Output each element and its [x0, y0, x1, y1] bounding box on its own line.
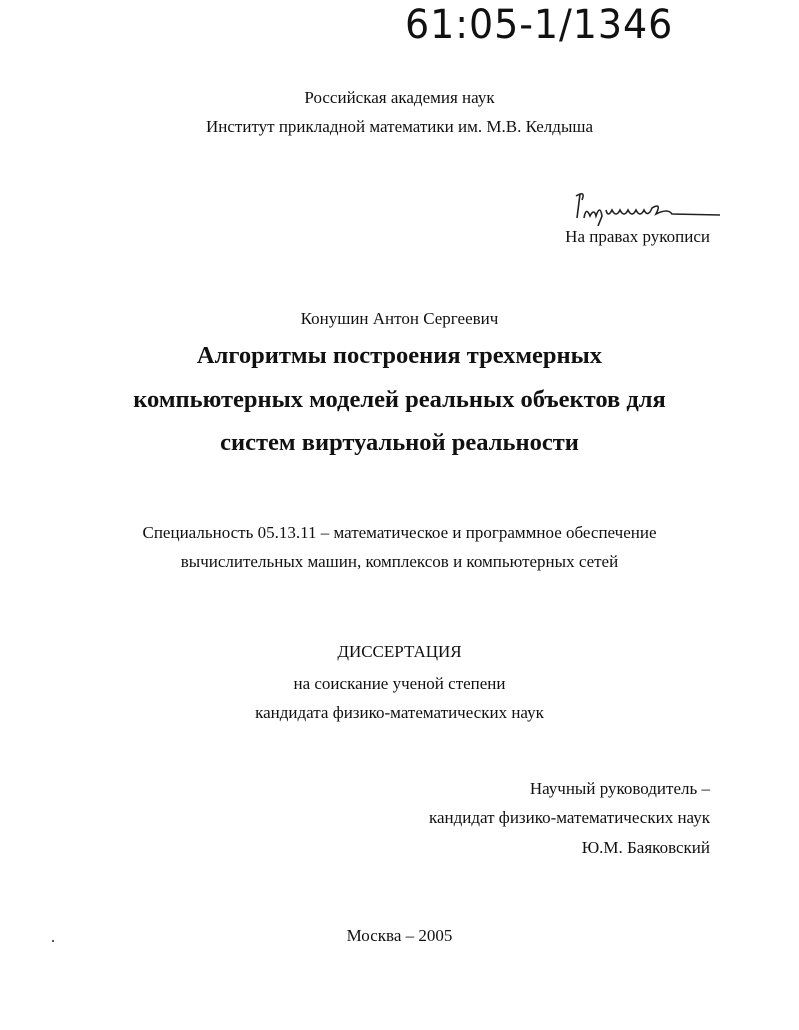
specialty-line-1: Специальность 05.13.11 – математическое и программное обеспечение: [142, 523, 657, 542]
work-type: ДИССЕРТАЦИЯ: [337, 642, 462, 661]
title-line-1: Алгоритмы построения трехмерных: [196, 342, 603, 369]
institute: Институт прикладной математики им. М.В. Келдыша: [206, 117, 593, 136]
manuscript-note: На правах рукописи: [565, 227, 710, 246]
author-name: Конушин Антон Сергеевич: [300, 309, 499, 328]
place-year: Москва – 2005: [346, 926, 453, 945]
supervisor-name: Ю.М. Баяковский: [581, 838, 710, 857]
scan-speck: [52, 940, 54, 942]
degree-line-1: на соискание ученой степени: [293, 674, 506, 693]
handwritten-archive-number: 61:05-1/1346: [405, 2, 674, 48]
supervisor-degree: кандидат физико-математических наук: [428, 808, 710, 827]
title-line-3: систем виртуальной реальности: [220, 429, 579, 456]
organization: Российская академия наук: [304, 88, 495, 107]
signature: [572, 188, 722, 228]
title-line-2: компьютерных моделей реальных объектов для: [133, 386, 666, 413]
supervisor-label: Научный руководитель –: [529, 779, 710, 798]
specialty-line-2: вычислительных машин, комплексов и компьютерных сетей: [180, 552, 619, 571]
degree-line-2: кандидата физико-математических наук: [255, 703, 544, 722]
